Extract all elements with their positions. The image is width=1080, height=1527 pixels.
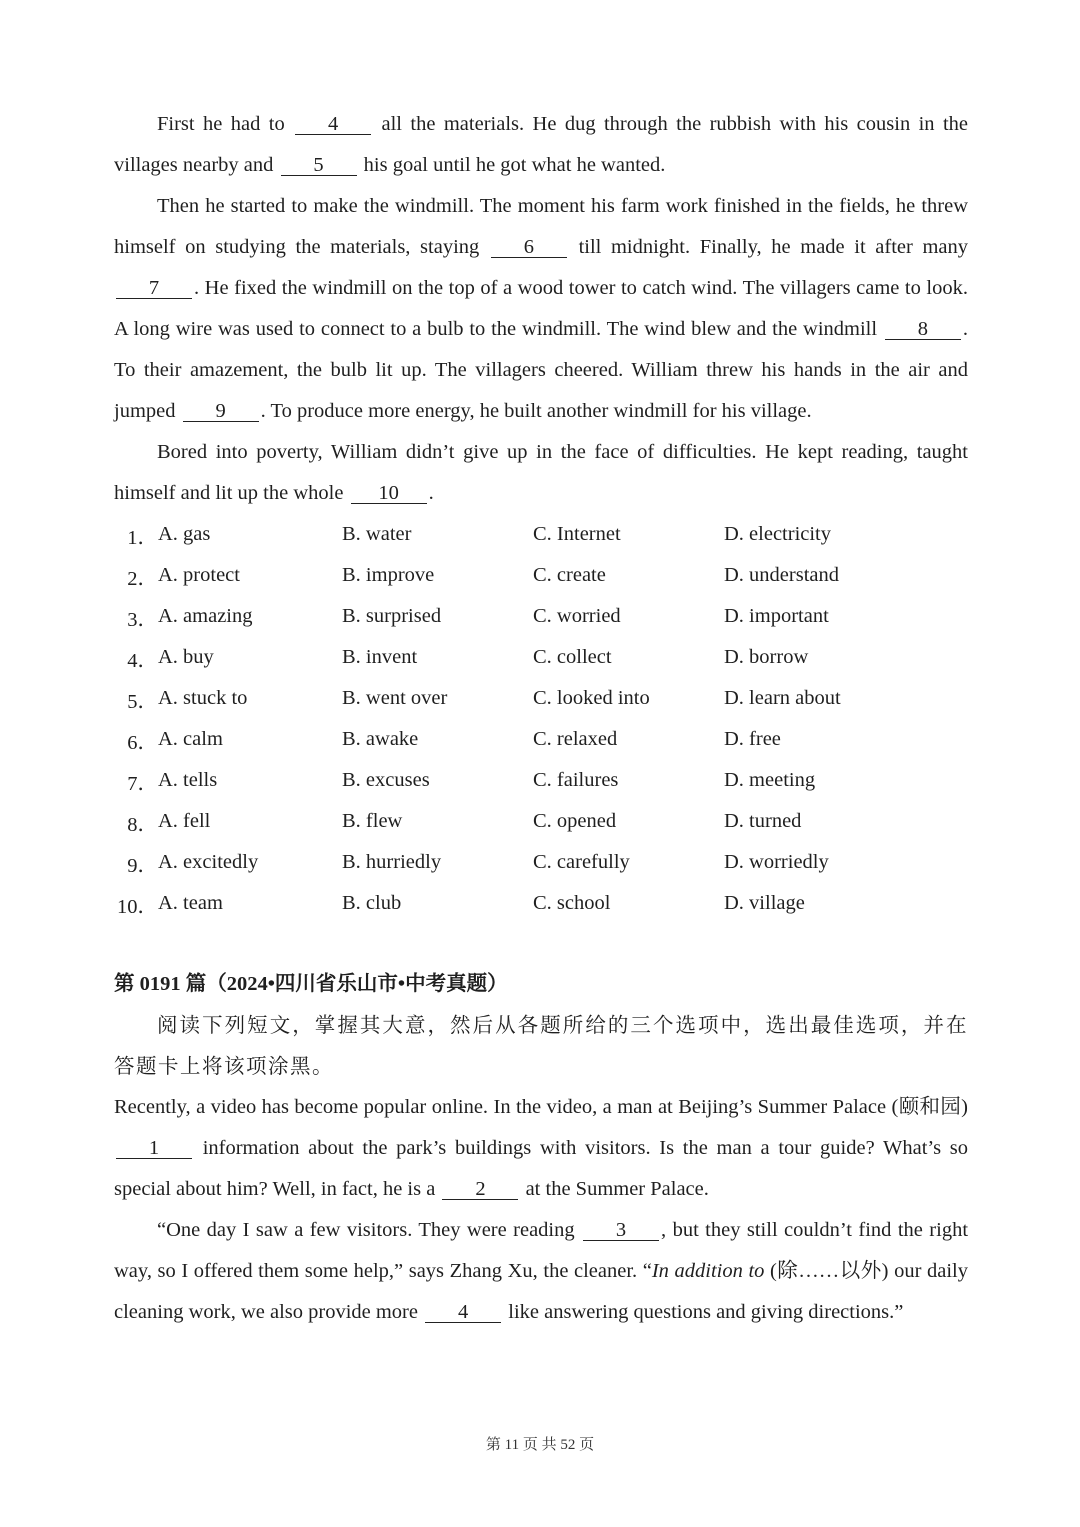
option-c: C. worried <box>533 605 621 627</box>
option-row <box>114 678 968 719</box>
option-a: A. protect <box>158 564 240 586</box>
option-c: C. looked into <box>533 687 650 709</box>
option-c: C. relaxed <box>533 728 618 750</box>
question-number: 1． <box>127 526 158 549</box>
option-c: C. school <box>533 892 611 914</box>
option-row <box>114 555 968 596</box>
blank-s2-2: 2 <box>442 1179 518 1200</box>
blank-4: 4 <box>295 114 371 135</box>
question-number: 2． <box>127 567 158 590</box>
question-number: 7． <box>127 772 158 795</box>
text: like answering questions and giving directions.” <box>508 1301 904 1323</box>
blank-s2-3: 3 <box>583 1220 659 1241</box>
option-d: D. electricity <box>724 523 832 545</box>
option-b: B. invent <box>342 646 418 668</box>
option-c: C. Internet <box>533 523 621 545</box>
option-a: A. team <box>158 892 223 914</box>
option-d: D. turned <box>724 810 802 832</box>
option-d: D. worriedly <box>724 851 829 873</box>
text: Bored into poverty, William didn’t give up in the face of difficulties. He kept reading, taught himself and lit up the whole <box>114 441 968 504</box>
text: information about the park’s buildings with visitors. Is the man a tour guide? What’s so special about him? Well, in fact, he is a <box>114 1137 969 1200</box>
blank-9: 9 <box>183 401 259 422</box>
blank-s2-1: 1 <box>116 1138 192 1159</box>
option-c: C. failures <box>533 769 619 791</box>
option-a: A. amazing <box>158 605 253 627</box>
option-a: A. stuck to <box>158 687 248 709</box>
option-b: B. flew <box>342 810 403 832</box>
option-row <box>114 842 968 883</box>
option-row <box>114 883 968 924</box>
text: all the materials. He dug through the rubbish with his cousin in the villages nearby and <box>114 113 968 176</box>
question-number: 6． <box>127 731 158 754</box>
option-a: A. excitedly <box>158 851 259 873</box>
blank-8: 8 <box>885 319 961 340</box>
option-a: A. fell <box>158 810 211 832</box>
paragraph-2 <box>114 186 968 432</box>
option-b: B. surprised <box>342 605 442 627</box>
text: at the Summer Palace. <box>525 1178 709 1200</box>
option-a: A. calm <box>158 728 223 750</box>
text: . To produce more energy, he built another windmill for his village. <box>260 400 812 422</box>
text: . <box>428 482 434 504</box>
option-row <box>114 760 968 801</box>
options-list <box>114 514 968 924</box>
option-a: A. buy <box>158 646 214 668</box>
text: “One day I saw a few visitors. They were reading <box>157 1219 575 1241</box>
option-row <box>114 596 968 637</box>
option-d: D. borrow <box>724 646 809 668</box>
blank-5: 5 <box>281 155 357 176</box>
option-row <box>114 719 968 760</box>
text: his goal until he got what he wanted. <box>363 154 666 176</box>
text: First he had to <box>157 113 285 135</box>
option-d: D. learn about <box>724 687 841 709</box>
option-row <box>114 801 968 842</box>
text: , but they still couldn’t find the right way, so I offered them some help,” says Zhang Xu, the cleaner. “ <box>114 1219 969 1282</box>
section-title: 第 0191 篇（2024•四川省乐山市•中考真题） <box>114 973 508 995</box>
text: (除……以外) our daily cleaning work, we also provide more <box>114 1260 968 1323</box>
option-d: D. understand <box>724 564 840 586</box>
option-b: B. went over <box>342 687 448 709</box>
document-content <box>114 104 968 1333</box>
option-row <box>114 514 968 555</box>
option-b: B. excuses <box>342 769 430 791</box>
question-number: 9． <box>127 854 158 877</box>
page-footer: 第 11 页 共 52 页 <box>485 1437 595 1453</box>
option-c: C. create <box>533 564 606 586</box>
option-b: B. awake <box>342 728 419 750</box>
option-b: B. improve <box>342 564 435 586</box>
blank-7: 7 <box>116 278 192 299</box>
question-number: 3． <box>127 608 158 631</box>
paragraph-1 <box>114 104 968 186</box>
text: till midnight. Finally, he made it after many <box>578 236 969 258</box>
option-c: C. carefully <box>533 851 630 873</box>
option-b: B. hurriedly <box>342 851 442 873</box>
option-d: D. meeting <box>724 769 816 791</box>
option-d: D. free <box>724 728 781 750</box>
blank-6: 6 <box>491 237 567 258</box>
option-a: A. gas <box>158 523 211 545</box>
blank-10: 10 <box>351 483 427 504</box>
question-number: 8． <box>127 813 158 836</box>
option-a: A. tells <box>158 769 218 791</box>
text: Recently, a video has become popular online. In the video, a man at Beijing’s Summer Palace (颐和园) <box>114 1096 968 1118</box>
question-number: 4． <box>127 649 158 672</box>
paragraph-s2-2 <box>114 1210 968 1333</box>
paragraph-s2-1 <box>114 1087 968 1210</box>
text: Then he started to make the windmill. The moment his farm work finished in the fields, he threw himself on studying the materials, staying <box>114 195 968 258</box>
option-b: B. water <box>342 523 412 545</box>
option-d: D. village <box>724 892 805 914</box>
text: . To their amazement, the bulb lit up. The villagers cheered. William threw his hands in the air and jumped <box>114 318 969 422</box>
blank-s2-4: 4 <box>425 1302 501 1323</box>
instruction: 阅读下列短文，掌握其大意，然后从各题所给的三个选项中，选出最佳选项，并在答题卡上将该项涂黑。 <box>114 1013 968 1078</box>
option-row <box>114 637 968 678</box>
option-c: C. collect <box>533 646 612 668</box>
question-number: 10． <box>117 895 158 918</box>
option-c: C. opened <box>533 810 617 832</box>
paragraph-3 <box>114 432 968 514</box>
text: . He fixed the windmill on the top of a wood tower to catch wind. The villagers came to look. A long wire was used to connect to a bulb to the windmill. The wind blew and the windmill <box>114 277 968 340</box>
option-d: D. important <box>724 605 829 627</box>
question-number: 5． <box>127 690 158 713</box>
option-b: B. club <box>342 892 402 914</box>
italic-text: In addition to <box>651 1260 765 1282</box>
